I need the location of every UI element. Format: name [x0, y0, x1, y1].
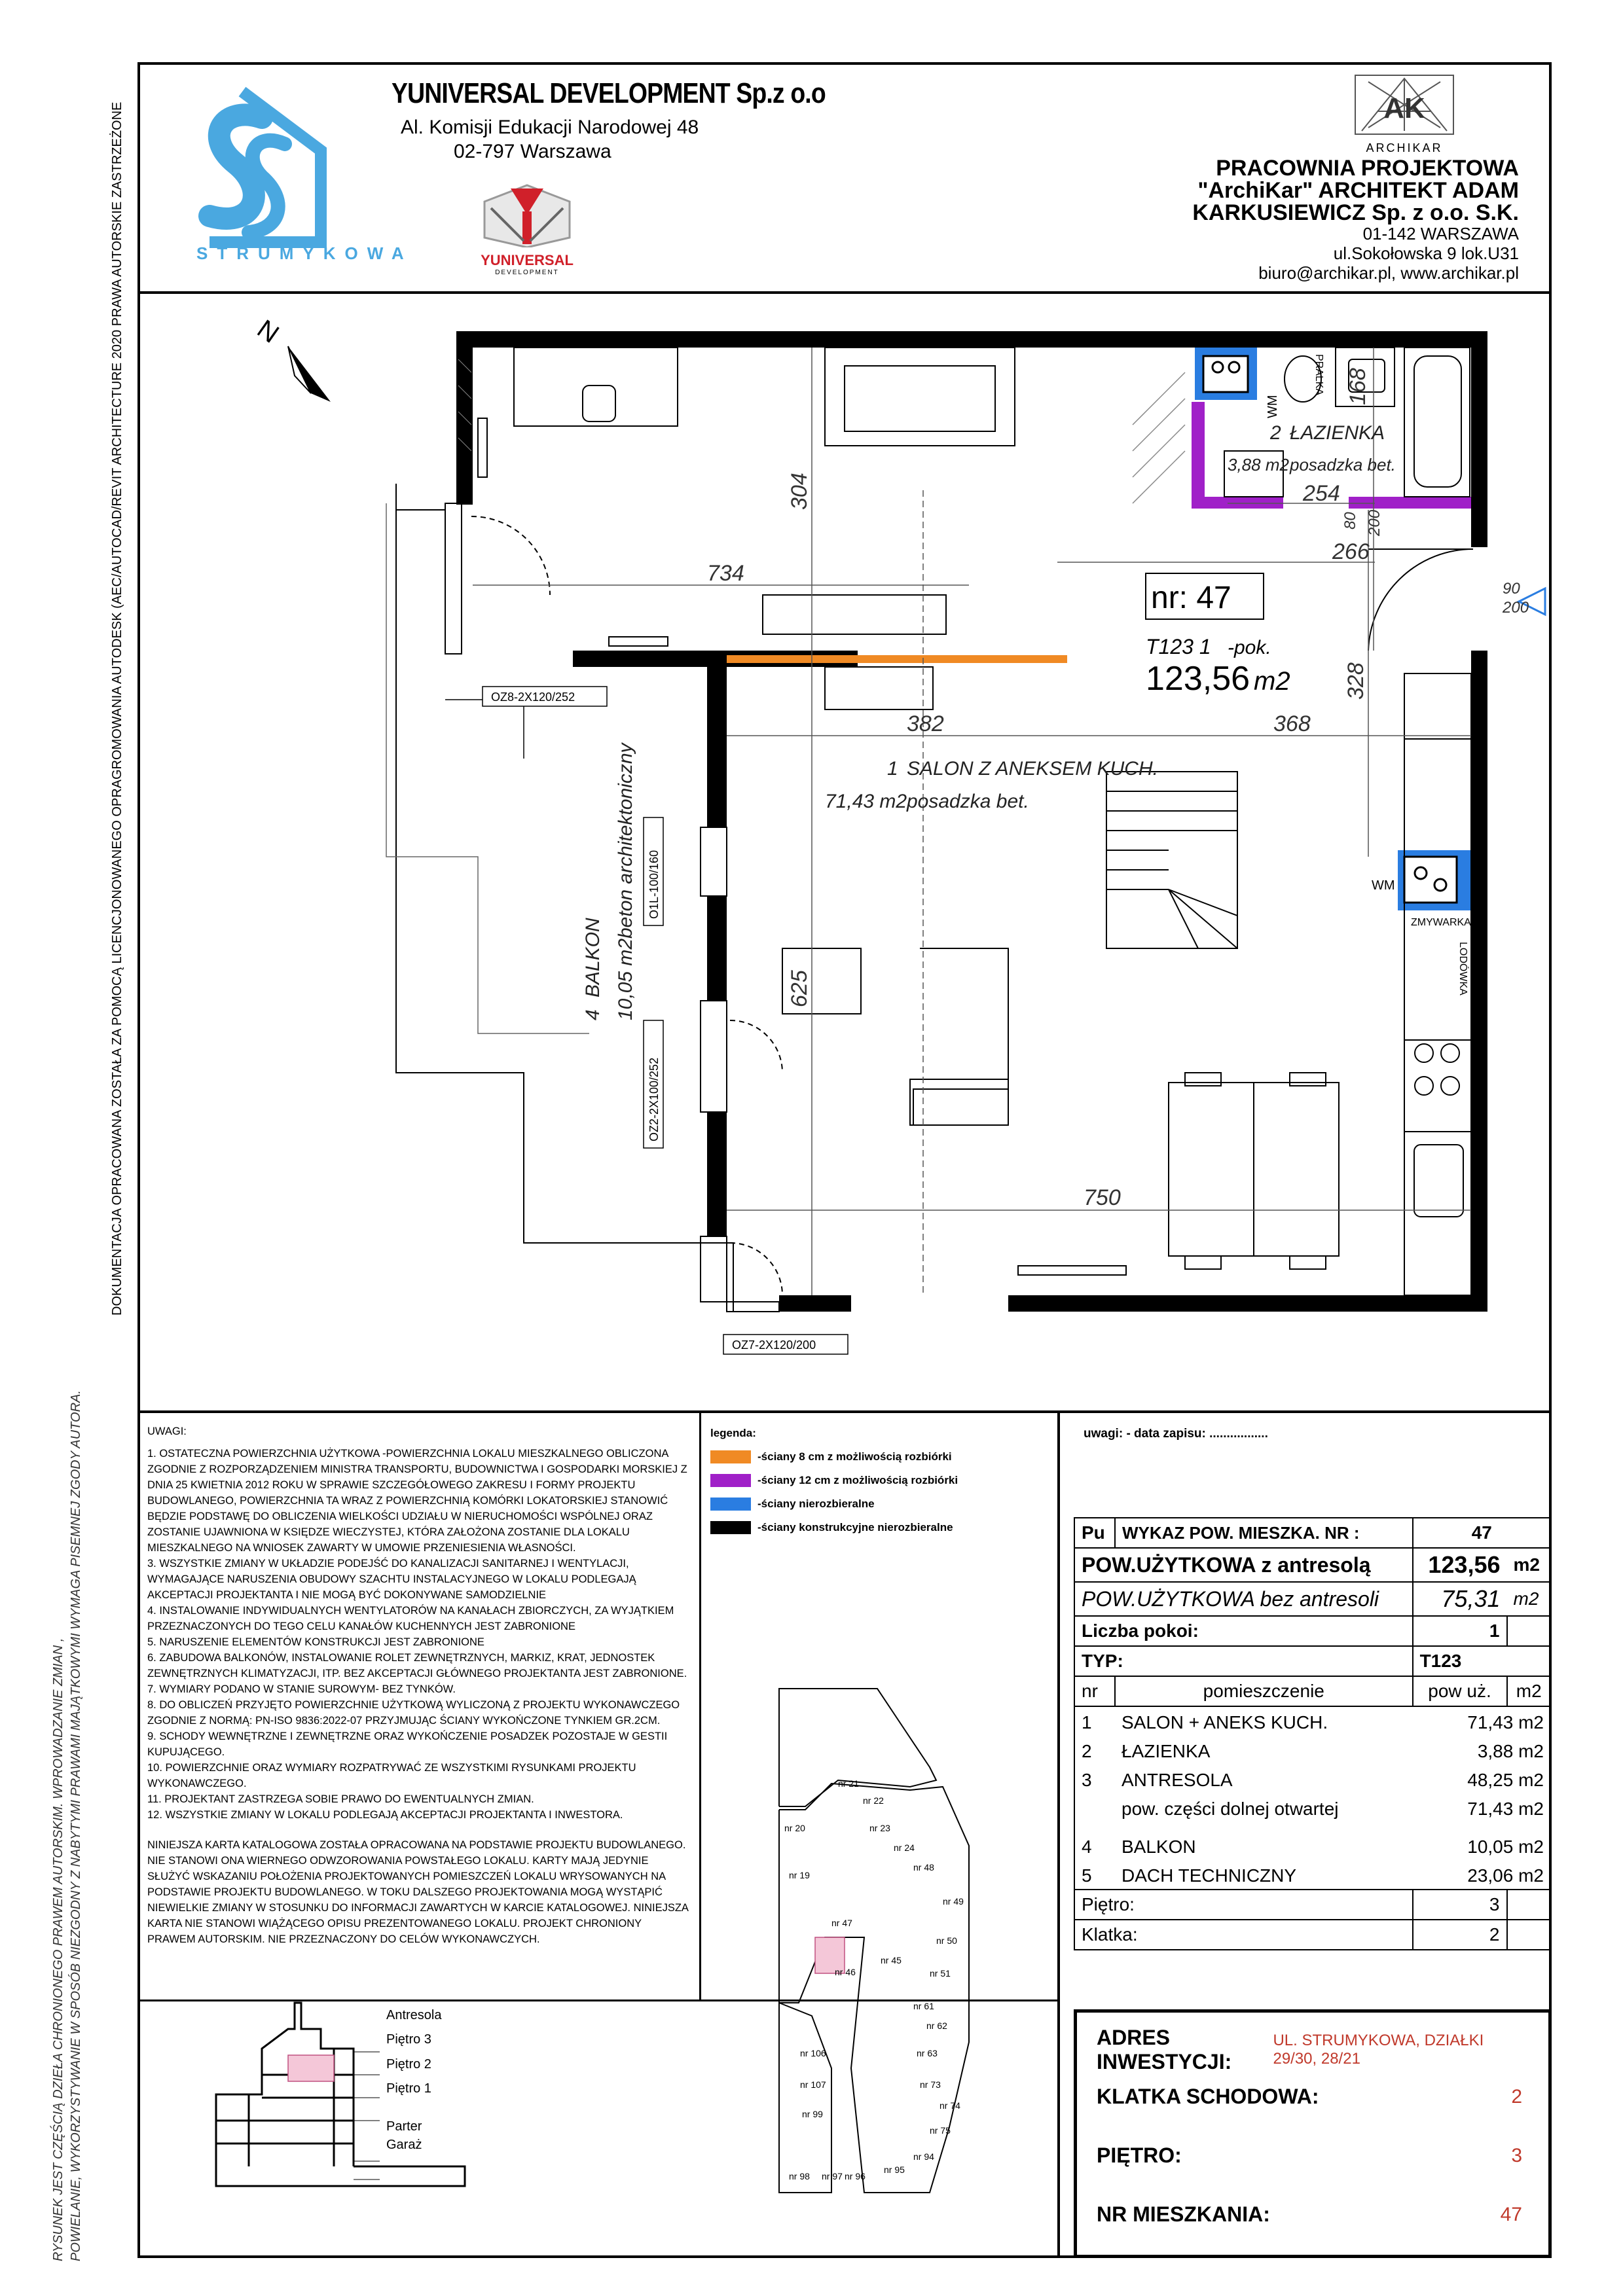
- room2-area: 3,88 m2: [1228, 455, 1289, 475]
- room-row: [1074, 1860, 1551, 1890]
- software-note: DOKUMENTACJA OPRACOWANA ZOSTAŁA ZA POMOCĄ LICENCJONOWANEGO OPRAGROMOWANIA AUTODESK (AEC/AUTOCAD/REVIT ARCHITECTURE 2020 PRAWA AUTORSKIE ZASTRZEŻONE: [110, 101, 124, 1316]
- dim-328: 328: [1343, 662, 1368, 700]
- keyplan-unit-label: nr 63: [917, 2048, 938, 2058]
- rooms-count-label: Liczba pokoi:: [1074, 1616, 1413, 1646]
- right-panel-divider: [1057, 1410, 1060, 2258]
- legend-item: [710, 1469, 1057, 1492]
- section-level-label: Antresola: [386, 2008, 442, 2022]
- note-item: 11. PROJEKTANT ZASTRZEGA SOBIE PRAWO DO EWENTUALNYCH ZMIAN.: [147, 1793, 534, 1805]
- room-name: DACH TECHNICZNY: [1122, 1865, 1297, 1886]
- stair-label: Klatka:: [1074, 1920, 1413, 1950]
- rooms-count-value: 1: [1413, 1616, 1507, 1646]
- investment-value: UL. STRUMYKOWA, DZIAŁKI 29/30, 28/21: [1273, 2032, 1484, 2068]
- pu-cell: Pu: [1074, 1518, 1115, 1548]
- room-nr: 5: [1074, 1860, 1115, 1890]
- room-row: [1074, 1736, 1551, 1765]
- keyplan-unit-label: nr 96: [845, 2171, 866, 2181]
- architect-address-1: 01-142 WARSZAWA: [1362, 224, 1519, 243]
- keyplan-unit-label: nr 75: [930, 2125, 951, 2136]
- legend-label: -ściany 12 cm z możliwością rozbiórki: [757, 1474, 958, 1486]
- keyplan-unit-label: nr 61: [913, 2001, 934, 2011]
- dim-625: 625: [787, 970, 812, 1007]
- legend-label: -ściany 8 cm z możliwością rozbiórki: [757, 1450, 952, 1463]
- type-label: TYP:: [1074, 1646, 1413, 1676]
- room-area: 3,88 m2: [1413, 1736, 1551, 1765]
- floor-value: 3: [1413, 1890, 1507, 1920]
- room-row: [1074, 1706, 1551, 1736]
- legend-divider: [699, 1410, 701, 2000]
- keyplan-unit-label: nr 19: [789, 1870, 810, 1880]
- window-tag-1: OZ8-2X120/252: [491, 691, 575, 704]
- room4-area: 10,05 m2: [615, 938, 636, 1020]
- area-with-mezz-label: POW.UŻYTKOWA z antresolą: [1074, 1548, 1413, 1582]
- dim-254: 254: [1303, 481, 1340, 506]
- keyplan-unit-label: nr 62: [926, 2020, 947, 2031]
- keyplan-unit-label: nr 23: [869, 1823, 890, 1833]
- note-item: 6. ZABUDOWA BALKONÓW, INSTALOWANIE ROLET ZEWNĘTRZNYCH, MARKIZ, KRAT, JEDNOSTEK ZEWNĘTRZNYCH KLIMATYZACJI, ITP. BEZ AKCEPTACJI GŁÓWNEGO PROJEKTANTA JEST ZABRONIONE.: [147, 1652, 687, 1679]
- area-with-mezz-unit: m2: [1507, 1548, 1552, 1582]
- apartment-value: 47: [1500, 2203, 1522, 2225]
- brand-name: STRUMYKOWA: [196, 243, 413, 263]
- architect-address-3: biuro@archikar.pl, www.archikar.pl: [1258, 263, 1519, 283]
- room1-name: SALON Z ANEKSEM KUCH.: [907, 758, 1158, 780]
- wykaz-value: 47: [1413, 1518, 1551, 1548]
- north-label: N: [251, 314, 284, 349]
- legend-title: legenda:: [710, 1427, 756, 1439]
- type-value: T123: [1413, 1646, 1551, 1676]
- section-level-label: Piętro 1: [386, 2081, 431, 2096]
- keyplan-unit-label: nr 94: [913, 2151, 934, 2162]
- section-level-label: Piętro 3: [386, 2032, 431, 2047]
- room-row: [1074, 1793, 1551, 1822]
- section-level-label: Parter: [386, 2119, 422, 2134]
- legend-item: [710, 1445, 1057, 1469]
- keyplan-unit-label: nr 21: [838, 1778, 859, 1789]
- header-room: pomieszczenie: [1115, 1676, 1413, 1706]
- dim-266: 266: [1332, 539, 1370, 564]
- room2-floor: posadzka bet.: [1290, 455, 1396, 475]
- room-name: BALKON: [1122, 1837, 1196, 1857]
- note-item: 12. WSZYSTKIE ZMIANY W LOKALU PODLEGAJĄ AKCEPTACJI PROJEKTANTA I INWESTORA.: [147, 1809, 623, 1821]
- room-name: ANTRESOLA: [1122, 1770, 1233, 1790]
- yuniversal-logo: [471, 175, 583, 274]
- room-name: pow. części dolnej otwartej: [1122, 1799, 1339, 1819]
- header-area: pow uż.: [1413, 1676, 1507, 1706]
- legend-swatch: [710, 1474, 751, 1487]
- room-name: SALON + ANEKS KUCH.: [1122, 1712, 1328, 1732]
- room-area: 10,05 m2: [1413, 1822, 1551, 1860]
- floor-label: Piętro:: [1074, 1890, 1413, 1920]
- archikar-logo-text: ARCHIKAR: [1366, 141, 1443, 154]
- architect-line-3: KARKUSIEWICZ Sp. z o.o. S.K.: [1192, 200, 1519, 225]
- svg-text:AK: AK: [1383, 92, 1425, 124]
- keyplan-unit-label: nr 97: [822, 2171, 843, 2181]
- area-no-mezz-value: 75,31: [1413, 1582, 1507, 1616]
- area-no-mezz-unit: m2: [1507, 1582, 1552, 1616]
- unit-number: nr: 47: [1151, 581, 1231, 615]
- unit-area-unit: m2: [1254, 667, 1290, 696]
- pralka-label: PRALKA: [1313, 354, 1324, 396]
- note-item: 9. SCHODY WEWNĘTRZNE I ZEWNĘTRZNE ORAZ WYKOŃCZENIE POSADZEK POZOSTAJE W GESTII KUPUJĄCEGO.: [147, 1731, 668, 1758]
- note-item: 8. DO OBLICZEŃ PRZYJĘTO POWIERZCHNIE UŻYTKOWĄ WYLICZONĄ Z PROJEKTU WYKONAWCZEGO ZGODNIE Z NORMĄ: PN-ISO 9836:2022-07 PRZYJMUJĄC ŚCIANY WYKOŃCZONE TYNKIEM GR.2CM.: [147, 1699, 680, 1727]
- dim-368: 368: [1273, 711, 1311, 736]
- window-tag-4: OZ7-2X120/200: [732, 1338, 816, 1352]
- developer-name: YUNIVERSAL DEVELOPMENT Sp.z o.o: [392, 77, 826, 109]
- keyplan-unit-label: nr 46: [835, 1967, 856, 1977]
- lodowka-label: LODÓWKA: [1457, 942, 1468, 996]
- dim-304: 304: [787, 473, 812, 510]
- legend-swatch: [710, 1498, 751, 1511]
- staircase-value: 2: [1511, 2085, 1522, 2108]
- keyplan-unit-label: nr 99: [802, 2109, 823, 2119]
- keyplan-unit-label: nr 95: [884, 2164, 905, 2175]
- zmywarka-label: ZMYWARKA: [1411, 917, 1471, 928]
- room-nr: 2: [1074, 1736, 1115, 1765]
- keyplan-unit-label: nr 51: [930, 1968, 951, 1979]
- note-item: 10. POWIERZCHNIE ORAZ WYMIARY ROZPATRYWAĆ ZE WSZYSTKIMI RYSUNKAMI PROJEKTU WYKONAWCZEGO.: [147, 1762, 636, 1789]
- dim-90: 90: [1503, 580, 1520, 598]
- key-plan: [766, 1676, 1015, 2212]
- keyplan-unit-label: nr 20: [784, 1823, 805, 1833]
- room-nr: 4: [1074, 1822, 1115, 1860]
- keyplan-unit-label: nr 98: [789, 2171, 810, 2181]
- room4-name: BALKON: [582, 918, 604, 997]
- plan-divider: [137, 1410, 1552, 1413]
- room-area: 71,43 m2: [1413, 1793, 1551, 1822]
- room-name: ŁAZIENKA: [1122, 1741, 1211, 1761]
- developer-address-1: Al. Komisji Edukacji Narodowej 48: [401, 117, 699, 138]
- legend-item: [710, 1492, 1057, 1516]
- address-box: [1074, 2009, 1552, 2258]
- wm-kitchen: WM: [1372, 878, 1395, 893]
- room-row: [1074, 1822, 1551, 1860]
- notes-title: UWAGI:: [147, 1426, 187, 1437]
- legend-label: -ściany nierozbieralne: [757, 1498, 875, 1510]
- developer-address-2: 02-797 Warszawa: [454, 141, 611, 162]
- archikar-logo: [1342, 69, 1467, 154]
- dim-382: 382: [907, 711, 944, 736]
- room-nr: 3: [1074, 1765, 1115, 1793]
- keyplan-unit-label: nr 22: [863, 1795, 884, 1806]
- note-item: 7. WYMIARY PODANO W STANIE SUROWYM- BEZ TYNKÓW.: [147, 1683, 456, 1695]
- keyplan-unit-label: nr 45: [881, 1955, 902, 1965]
- yuniversal-logo-sub: DEVELOPMENT: [495, 269, 559, 276]
- room-nr: [1074, 1793, 1115, 1822]
- legend-item: [710, 1516, 1057, 1539]
- room-nr: 1: [1074, 1706, 1115, 1736]
- floor-plan: [137, 294, 1552, 1410]
- keyplan-unit-label: nr 48: [913, 1862, 934, 1873]
- legend: [710, 1427, 1057, 1539]
- copyright-note-1: RYSUNEK JEST CZĘŚCIĄ DZIEŁA CHRONIONEGO PRAWEM AUTORSKIM. WPROWADZANIE ZMIAN ,: [51, 1638, 65, 2261]
- copyright-note-2: POWIELANIE, WYKORZYSTYWANIE W SPOSÓB NIEZGODNY Z NABYTYMI PRAWAMI MAJĄTKOWYMI WYMAGA PISEMNEJ ZGODY AUTORA.: [69, 1390, 83, 2261]
- floor-value-addr: 3: [1511, 2144, 1522, 2166]
- wykaz-label: WYKAZ POW. MIESZKA. NR :: [1115, 1518, 1413, 1548]
- keyplan-unit-label: nr 50: [936, 1935, 957, 1946]
- architect-line-1: PRACOWNIA PROJEKTOWA: [1216, 156, 1519, 181]
- window-tag-2: O1L-100/160: [647, 850, 661, 919]
- investment-label: ADRES INWESTYCJI:: [1097, 2026, 1232, 2073]
- floor-label-addr: PIĘTRO:: [1097, 2144, 1182, 2167]
- keyplan-unit-label: nr 73: [920, 2079, 941, 2090]
- staircase-label: KLATKA SCHODOWA:: [1097, 2085, 1319, 2108]
- room2-name: ŁAZIENKA: [1290, 422, 1385, 444]
- keyplan-unit-label: nr 49: [943, 1896, 964, 1907]
- room1-area: 71,43 m2: [825, 791, 907, 812]
- note-item: 1. OSTATECZNA POWIERZCHNIA UŻYTKOWA -POWIERZCHNIA LOKALU MIESZKALNEGO OBLICZONA ZGODNIE Z ROZPORZĄDZENIEM MINISTRA TRANSPORTU, BUDOWNICTWA I GOSPODARKI MORSKIEJ Z DNIA 25 KWIETNIA 2012 ROKU W SPRAWIE SZCZEGÓŁOWEGO ZAKRESU I FORMY PROJEKTU BUDOWLANEGO, POWIERZCHNIA TA WRAZ Z POWIERZCHNIĄ KOMÓRKI LOKATORSKIEJ STANOWIĆ BĘDZIE PODSTAWĘ DO OBLICZENIA WIELKOŚCI UDZIAŁU W NIERUCHOMOŚCI WSPÓLNEJ ORAZ ZOSTANIE UJAWNIONA W KSIĘDZE WIECZYSTEJ, KTÓRA ZAŁOŻONA ZOSTANIE DLA LOKALU MIESZKALNEGO NA WNIOSEK ZAWARTY W UMOWIE PRZENIESIENIA WŁASNOŚCI.: [147, 1448, 687, 1554]
- dim-168: 168: [1345, 368, 1370, 405]
- architect-address-2: ul.Sokołowska 9 lok.U31: [1333, 243, 1519, 263]
- keyplan-unit-label: nr 74: [939, 2100, 960, 2111]
- room1-num: 1: [887, 758, 898, 780]
- area-table: [1074, 1517, 1552, 1950]
- yuniversal-logo-text: YUNIVERSAL: [481, 252, 574, 268]
- notes-footer: NINIEJSZA KARTA KATALOGOWA ZOSTAŁA OPRACOWANA NA PODSTAWIE PROJEKTU BUDOWLANEGO. NIE STANOWI ONA WIERNEGO ODWZOROWANIA POWSTAŁEGO LOKALU. KARTY MAJĄ JEDYNIE SŁUŻYĆ WSKAZANIU POŁOŻENIA PROJEKTOWANYCH POMIESZCZEŃ LOKALU WRYSOWANYCH NA PODSTAWIE PROJEKTU BUDOWLANEGO. W TOKU DALSZEGO PROJEKTOWANIA MOGĄ WYSTĄPIĆ NIEWIELKIE ZMIANY W STOSUNKU DO INFORMACJI ZAWARTYCH W KARCIE KATALOGOWEJ. NINIEJSZA KARTA NIE STANOWI WIĄŻĄCEGO OPISU PREZENTOWANEGO LOKALU. PROJEKT CHRONIONY PRAWEM AUTORSKIM. NIE PRZEZNACZONY DO CELÓW WYKONAWCZYCH.: [147, 1839, 688, 1945]
- keyplan-unit-label: nr 47: [831, 1918, 852, 1928]
- uwagi-data: uwagi: - data zapisu: .................: [1084, 1427, 1268, 1441]
- unit-rooms: -pok.: [1228, 637, 1271, 658]
- room4-floor: beton architektoniczny: [615, 743, 636, 939]
- keyplan-unit-label: nr 24: [894, 1842, 915, 1853]
- header-nr: nr: [1074, 1676, 1115, 1706]
- architect-line-2: "ArchiKar" ARCHITEKT ADAM: [1197, 178, 1519, 203]
- keyplan-unit-label: nr 107: [800, 2079, 826, 2090]
- wm-bath: WM: [1266, 395, 1280, 418]
- room1-floor: posadzka bet.: [907, 791, 1029, 812]
- room-area: 71,43 m2: [1413, 1706, 1551, 1736]
- legend-label: -ściany konstrukcyjne nierozbieralne: [757, 1521, 953, 1534]
- keyplan-unit-label: nr 106: [800, 2048, 826, 2058]
- room4-num: 4: [582, 1009, 604, 1020]
- room-area: 23,06 m2: [1413, 1860, 1551, 1890]
- dim-80: 80: [1341, 512, 1359, 529]
- dim-200: 200: [1366, 509, 1383, 536]
- dim-734: 734: [707, 561, 744, 586]
- window-tag-3: OZ2-2X100/252: [647, 1057, 661, 1141]
- apartment-label: NR MIESZKANIA:: [1097, 2202, 1270, 2226]
- section-level-label: Garaż: [386, 2138, 422, 2152]
- legend-swatch: [710, 1521, 751, 1534]
- room2-num: 2: [1270, 422, 1281, 444]
- room-area: 48,25 m2: [1413, 1765, 1551, 1793]
- unit-type: T123 1: [1146, 635, 1211, 658]
- stair-value: 2: [1413, 1920, 1507, 1950]
- note-item: 4. INSTALOWANIE INDYWIDUALNYCH WENTYLATORÓW NA KANAŁACH ZBIORCZYCH, ZA WYJĄTKIEM PRZEZNACZONYCH DO TEGO CELU KANAŁÓW KUCHENNYCH JEST ZABRONIONE: [147, 1605, 674, 1632]
- header-unit: m2: [1507, 1676, 1552, 1706]
- room-row: [1074, 1765, 1551, 1793]
- unit-area: 123,56: [1146, 660, 1250, 698]
- area-with-mezz-value: 123,56: [1413, 1548, 1507, 1582]
- note-item: 5. NARUSZENIE ELEMENTÓW KONSTRUKCJI JEST ZABRONIONE: [147, 1636, 484, 1648]
- notes-section: [147, 1424, 691, 1954]
- dim-750: 750: [1084, 1185, 1121, 1210]
- dim-200b: 200: [1503, 599, 1529, 617]
- legend-swatch: [710, 1450, 751, 1463]
- note-item: 3. WSZYSTKIE ZMIANY W UKŁADZIE PODEJŚĆ DO KANALIZACJI SANITARNEJ I WENTYLACJI, WYMAGAJĄCE NARUSZENIA OBUDOWY SZACHTU INSTALACYJNEGO W LOKALU PODLEGAJĄ AKCEPTACJI PROJEKTANTA I NIE MOGĄ BYĆ DOKONYWANE SAMODZIELNIE: [147, 1558, 636, 1601]
- section-level-label: Piętro 2: [386, 2057, 431, 2072]
- area-no-mezz-label: POW.UŻYTKOWA bez antresoli: [1074, 1582, 1413, 1616]
